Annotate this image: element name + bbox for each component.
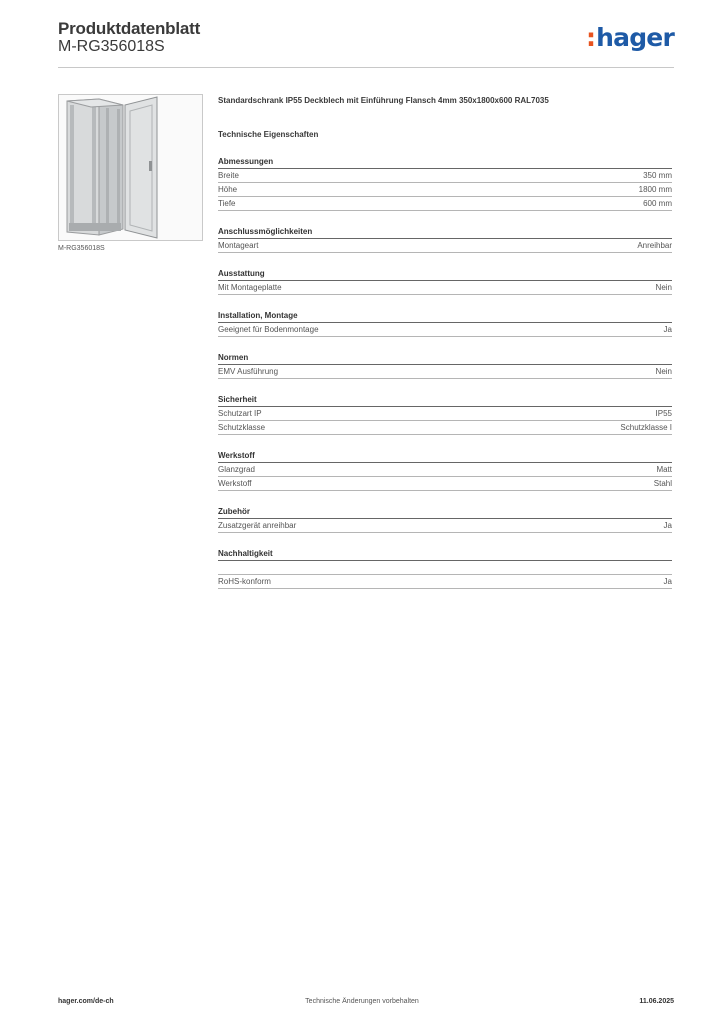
- product-details: [218, 96, 672, 589]
- property-row: [218, 575, 672, 589]
- property-section: [218, 395, 672, 435]
- property-row: [218, 477, 672, 491]
- property-value: Stahl: [653, 479, 672, 488]
- property-value: Matt: [656, 465, 672, 474]
- property-label: Geeignet für Bodenmontage: [218, 325, 319, 334]
- property-value: Ja: [663, 521, 672, 530]
- property-row: [218, 421, 672, 435]
- property-section: [218, 353, 672, 379]
- property-row: [218, 407, 672, 421]
- property-row: [218, 169, 672, 183]
- document-title: Produktdatenblatt: [58, 19, 201, 38]
- property-value: Ja: [663, 577, 672, 586]
- property-value: Nein: [655, 367, 672, 376]
- section-title: Werkstoff: [218, 451, 672, 463]
- logo-prefix: :: [585, 23, 596, 52]
- property-section: [218, 269, 672, 295]
- header-divider: [58, 67, 674, 68]
- article-number: M-RG356018S: [58, 38, 165, 55]
- property-label: Glanzgrad: [218, 465, 255, 474]
- property-row: [218, 281, 672, 295]
- section-title: Abmessungen: [218, 157, 672, 169]
- property-label: RoHS-konform: [218, 577, 271, 586]
- property-row: [218, 197, 672, 211]
- steel-cabinet-icon: [59, 95, 202, 240]
- property-row: [218, 183, 672, 197]
- property-label: Schutzart IP: [218, 409, 262, 418]
- property-row: [218, 365, 672, 379]
- properties-sections: [218, 157, 672, 589]
- property-label: Tiefe: [218, 199, 236, 208]
- footer-website: hager.com/de-ch: [58, 998, 114, 1005]
- property-label: EMV Ausführung: [218, 367, 279, 376]
- property-section: [218, 549, 672, 589]
- property-value: Nein: [655, 283, 672, 292]
- property-label: Breite: [218, 171, 239, 180]
- property-value: IP55: [655, 409, 672, 418]
- property-row: [218, 561, 672, 575]
- property-row: [218, 463, 672, 477]
- section-title: Anschlussmöglichkeiten: [218, 227, 672, 239]
- property-value: 350 mm: [643, 171, 672, 180]
- property-section: [218, 227, 672, 253]
- property-row: [218, 323, 672, 337]
- property-label: Mit Montageplatte: [218, 283, 282, 292]
- property-value: Ja: [663, 325, 672, 334]
- section-title: Normen: [218, 353, 672, 365]
- property-value: 600 mm: [643, 199, 672, 208]
- property-section: [218, 451, 672, 491]
- property-value: 1800 mm: [638, 185, 672, 194]
- property-row: [218, 239, 672, 253]
- product-image: [58, 94, 203, 241]
- property-label: Schutzklasse: [218, 423, 266, 432]
- property-label: Höhe: [218, 185, 238, 194]
- section-title: Nachhaltigkeit: [218, 549, 672, 561]
- hager-logo: [586, 24, 674, 52]
- logo-text: hager: [596, 23, 674, 52]
- section-title: Sicherheit: [218, 395, 672, 407]
- section-title: Installation, Montage: [218, 311, 672, 323]
- property-section: [218, 507, 672, 533]
- property-label: Werkstoff: [218, 479, 252, 488]
- property-row: [218, 519, 672, 533]
- property-section: [218, 157, 672, 211]
- property-label: Montageart: [218, 241, 259, 250]
- property-value: Anreihbar: [637, 241, 672, 250]
- property-label: Zusatzgerät anreihbar: [218, 521, 297, 530]
- footer-date: 11.06.2025: [639, 998, 674, 1005]
- product-description: Standardschrank IP55 Deckblech mit Einführung Flansch 4mm 350x1800x600 RAL7035: [218, 96, 549, 105]
- section-title: Zubehör: [218, 507, 672, 519]
- section-title: Ausstattung: [218, 269, 672, 281]
- property-value: Schutzklasse I: [620, 423, 672, 432]
- properties-title: Technische Eigenschaften: [218, 130, 319, 139]
- footer-notice: Technische Änderungen vorbehalten: [305, 998, 419, 1005]
- property-section: [218, 311, 672, 337]
- image-caption: M-RG356018S: [58, 245, 105, 252]
